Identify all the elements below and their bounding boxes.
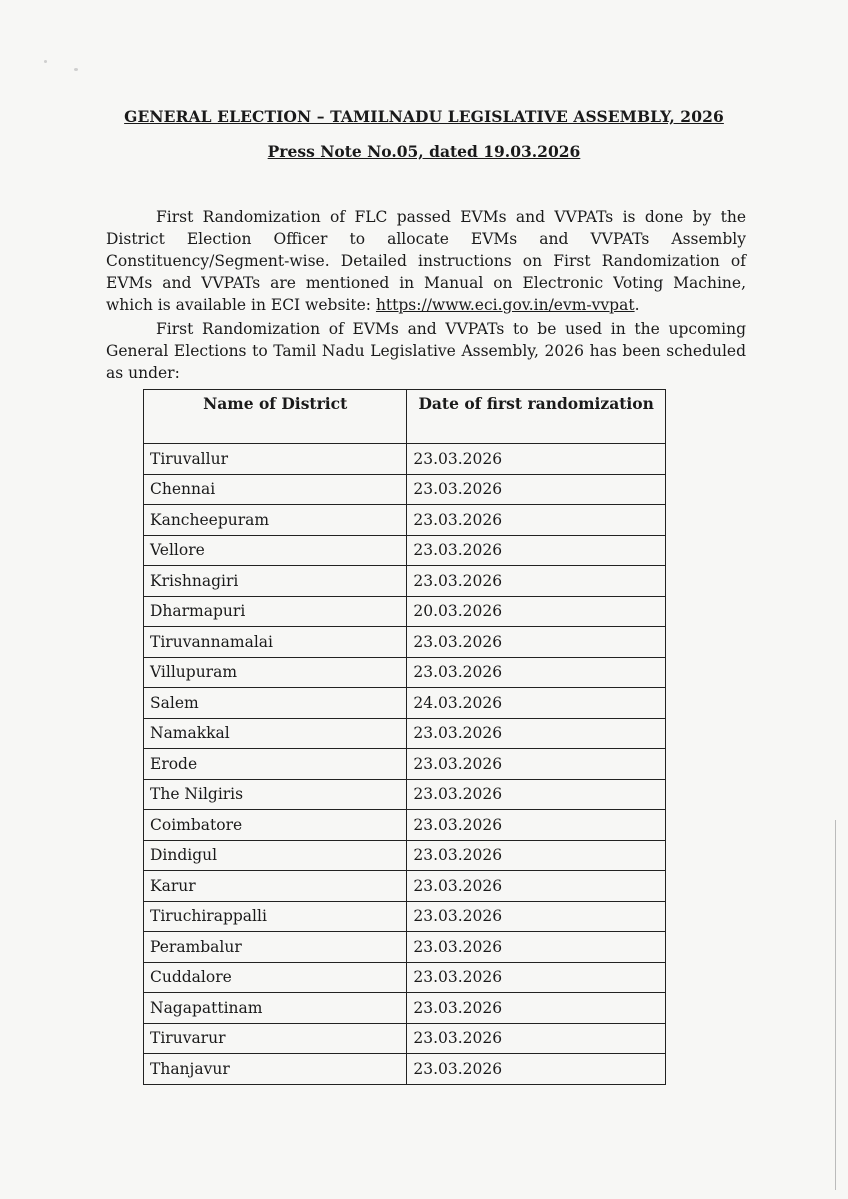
district-name-cell: Nagapattinam: [144, 993, 407, 1024]
table-row: [144, 505, 666, 536]
table-row: [144, 718, 666, 749]
randomization-date-cell: 23.03.2026: [407, 749, 666, 780]
district-name-cell: Coimbatore: [144, 810, 407, 841]
header-date: Date of first randomization: [407, 390, 666, 444]
table-row: [144, 749, 666, 780]
district-name-cell: Chennai: [144, 474, 407, 505]
district-name-cell: Tiruvallur: [144, 444, 407, 475]
randomization-date-cell: 23.03.2026: [407, 566, 666, 597]
district-name-cell: Tiruchirappalli: [144, 901, 407, 932]
district-name-cell: Thanjavur: [144, 1054, 407, 1085]
randomization-date-cell: 23.03.2026: [407, 1054, 666, 1085]
eci-website-link[interactable]: https://www.eci.gov.in/evm-vvpat: [375, 296, 635, 314]
table-row: [144, 993, 666, 1024]
district-name-cell: The Nilgiris: [144, 779, 407, 810]
table-row: [144, 688, 666, 719]
paragraph-2: First Randomization of EVMs and VVPATs to be used in the upcoming General Elections to Tamil Nadu Legislative Assembly, 2026 has been scheduled as under:: [106, 320, 746, 382]
randomization-date-cell: 23.03.2026: [407, 871, 666, 902]
randomization-date-cell: 23.03.2026: [407, 810, 666, 841]
table-header-row: [144, 390, 666, 444]
randomization-date-cell: 23.03.2026: [407, 840, 666, 871]
table-row: [144, 840, 666, 871]
table-body: [144, 444, 666, 1085]
table-row: [144, 657, 666, 688]
randomization-schedule-table: [143, 389, 666, 1085]
table-row: [144, 535, 666, 566]
scan-edge-line: [835, 820, 836, 1190]
table-row: [144, 596, 666, 627]
table-row: [144, 1023, 666, 1054]
district-name-cell: Cuddalore: [144, 962, 407, 993]
table-row: [144, 901, 666, 932]
district-name-cell: Tiruvannamalai: [144, 627, 407, 658]
table-row: [144, 810, 666, 841]
scan-speck: [74, 68, 78, 71]
randomization-date-cell: 23.03.2026: [407, 1023, 666, 1054]
page-title: GENERAL ELECTION – TAMILNADU LEGISLATIVE ASSEMBLY, 2026: [124, 107, 724, 126]
paragraph-1-end: .: [634, 296, 640, 314]
randomization-date-cell: 23.03.2026: [407, 627, 666, 658]
randomization-date-cell: 23.03.2026: [407, 444, 666, 475]
district-name-cell: Krishnagiri: [144, 566, 407, 597]
table-row: [144, 474, 666, 505]
press-note-subtitle: Press Note No.05, dated 19.03.2026: [267, 142, 581, 161]
randomization-date-cell: 23.03.2026: [407, 779, 666, 810]
district-name-cell: Dindigul: [144, 840, 407, 871]
table-row: [144, 962, 666, 993]
district-name-cell: Tiruvarur: [144, 1023, 407, 1054]
randomization-date-cell: 23.03.2026: [407, 718, 666, 749]
paragraph-1: [106, 206, 746, 316]
randomization-date-cell: 23.03.2026: [407, 535, 666, 566]
district-name-cell: Perambalur: [144, 932, 407, 963]
randomization-date-cell: 23.03.2026: [407, 993, 666, 1024]
district-name-cell: Vellore: [144, 535, 407, 566]
table-row: [144, 444, 666, 475]
scan-speck: [44, 60, 47, 63]
randomization-date-cell: 23.03.2026: [407, 474, 666, 505]
district-name-cell: Karur: [144, 871, 407, 902]
randomization-date-cell: 23.03.2026: [407, 901, 666, 932]
randomization-date-cell: 20.03.2026: [407, 596, 666, 627]
randomization-date-cell: 23.03.2026: [407, 932, 666, 963]
district-name-cell: Salem: [144, 688, 407, 719]
randomization-date-cell: 24.03.2026: [407, 688, 666, 719]
paragraph-1-text: First Randomization of FLC passed EVMs and VVPATs is done by the District Election Officer to allocate EVMs and VVPATs Assembly Constituency/Segment-wise. Detailed instructions on First Randomization of EVMs and VVPATs are mentioned in Manual on Electronic Voting Machine, which is available in ECI website:: [106, 208, 746, 314]
district-name-cell: Villupuram: [144, 657, 407, 688]
table-row: [144, 1054, 666, 1085]
district-name-cell: Dharmapuri: [144, 596, 407, 627]
district-name-cell: Namakkal: [144, 718, 407, 749]
randomization-date-cell: 23.03.2026: [407, 505, 666, 536]
randomization-date-cell: 23.03.2026: [407, 962, 666, 993]
district-name-cell: Erode: [144, 749, 407, 780]
randomization-date-cell: 23.03.2026: [407, 657, 666, 688]
table-row: [144, 932, 666, 963]
table-row: [144, 566, 666, 597]
table-row: [144, 871, 666, 902]
table-row: [144, 627, 666, 658]
table-row: [144, 779, 666, 810]
header-district: Name of District: [144, 390, 407, 444]
district-name-cell: Kancheepuram: [144, 505, 407, 536]
